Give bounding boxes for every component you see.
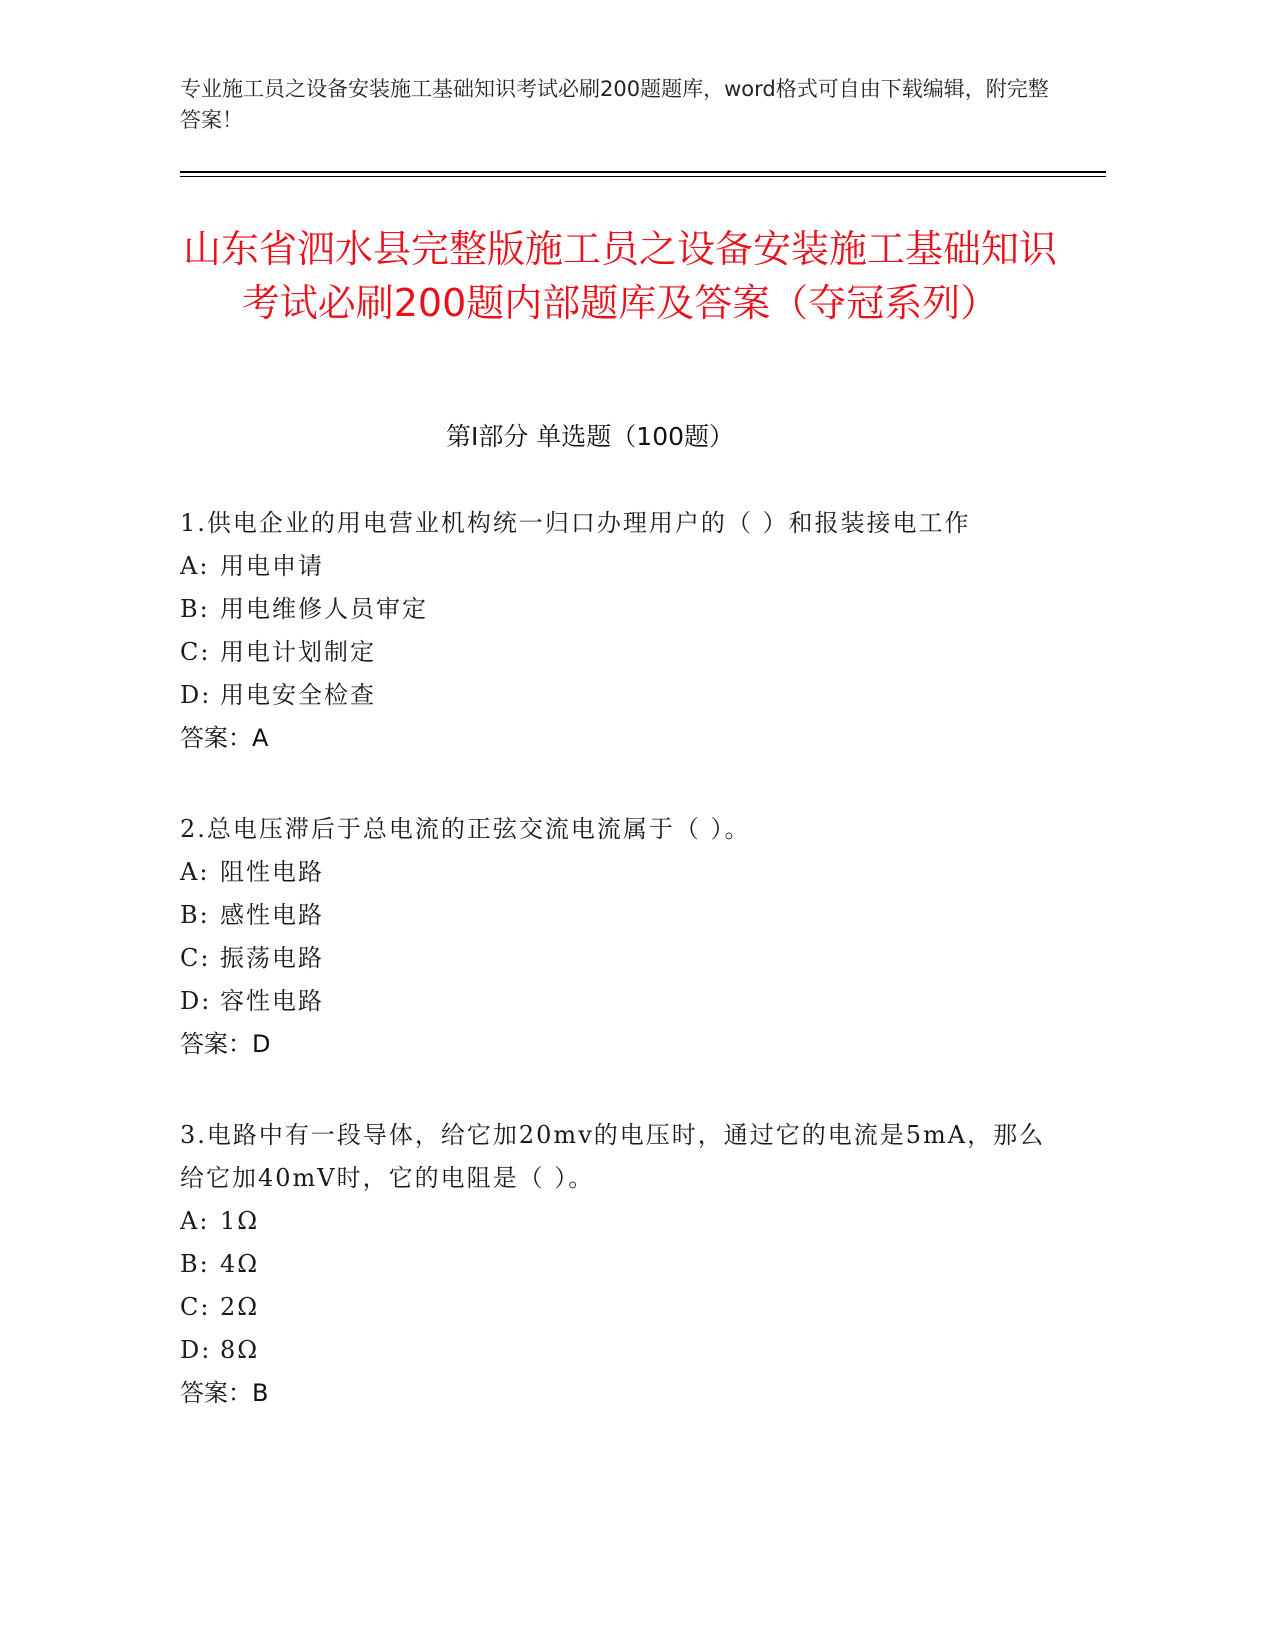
document-title: 山东省泗水县完整版施工员之设备安装施工基础知识考试必刷200题内部题库及答案（夺冠系列） xyxy=(182,227,1057,325)
option-key: B: xyxy=(180,901,210,929)
option-key: C: xyxy=(180,1293,211,1321)
option-d xyxy=(180,674,1060,717)
option-key: D: xyxy=(180,681,212,709)
option-text: 用电计划制定 xyxy=(220,638,376,666)
answer: 答案：D xyxy=(180,1030,271,1058)
option-b xyxy=(180,588,1060,631)
option-key: D: xyxy=(180,1336,212,1364)
option-c xyxy=(180,937,1060,980)
option-text: 用电维修人员审定 xyxy=(220,595,428,623)
header-note: 专业施工员之设备安装施工基础知识考试必刷200题题库，word格式可自由下载编辑，附完整答案！ xyxy=(180,77,1049,132)
question-stem: 1.供电企业的用电营业机构统一归口办理用户的（ ）和报装接电工作 xyxy=(180,509,971,537)
option-text: 容性电路 xyxy=(220,987,324,1015)
option-b xyxy=(180,1243,1060,1286)
option-c xyxy=(180,1286,1060,1329)
option-a xyxy=(180,1200,1060,1243)
option-text: 用电安全检查 xyxy=(220,681,376,709)
option-key: A: xyxy=(180,1207,210,1235)
option-d xyxy=(180,980,1060,1023)
section-heading: 第Ⅰ部分 单选题（100题） xyxy=(445,422,735,451)
option-text: 振荡电路 xyxy=(220,944,324,972)
option-key: A: xyxy=(180,552,210,580)
option-text: 感性电路 xyxy=(220,901,324,929)
option-text: 8Ω xyxy=(220,1336,260,1364)
option-text: 阻性电路 xyxy=(220,858,324,886)
option-key: B: xyxy=(180,1250,210,1278)
option-a xyxy=(180,851,1060,894)
option-text: 4Ω xyxy=(220,1250,260,1278)
option-a xyxy=(180,545,1060,588)
option-d xyxy=(180,1329,1060,1372)
question-1 xyxy=(180,502,1060,760)
question-stem: 3.电路中有一段导体，给它加20mv的电压时，通过它的电流是5mA，那么给它加40mV时，它的电阻是（ ）。 xyxy=(180,1121,1046,1192)
option-text: 2Ω xyxy=(220,1293,260,1321)
question-2 xyxy=(180,808,1060,1066)
question-stem: 2.总电压滞后于总电流的正弦交流电流属于（ ）。 xyxy=(180,815,751,843)
option-text: 用电申请 xyxy=(220,552,324,580)
option-c xyxy=(180,631,1060,674)
option-key: D: xyxy=(180,987,212,1015)
header-divider xyxy=(180,171,1106,173)
option-text: 1Ω xyxy=(220,1207,260,1235)
header-divider-thin xyxy=(180,176,1106,177)
option-key: A: xyxy=(180,858,210,886)
answer: 答案：B xyxy=(180,1379,269,1407)
option-b xyxy=(180,894,1060,937)
option-key: C: xyxy=(180,638,211,666)
option-key: C: xyxy=(180,944,211,972)
option-key: B: xyxy=(180,595,210,623)
question-3 xyxy=(180,1114,1060,1415)
answer: 答案：A xyxy=(180,724,269,752)
